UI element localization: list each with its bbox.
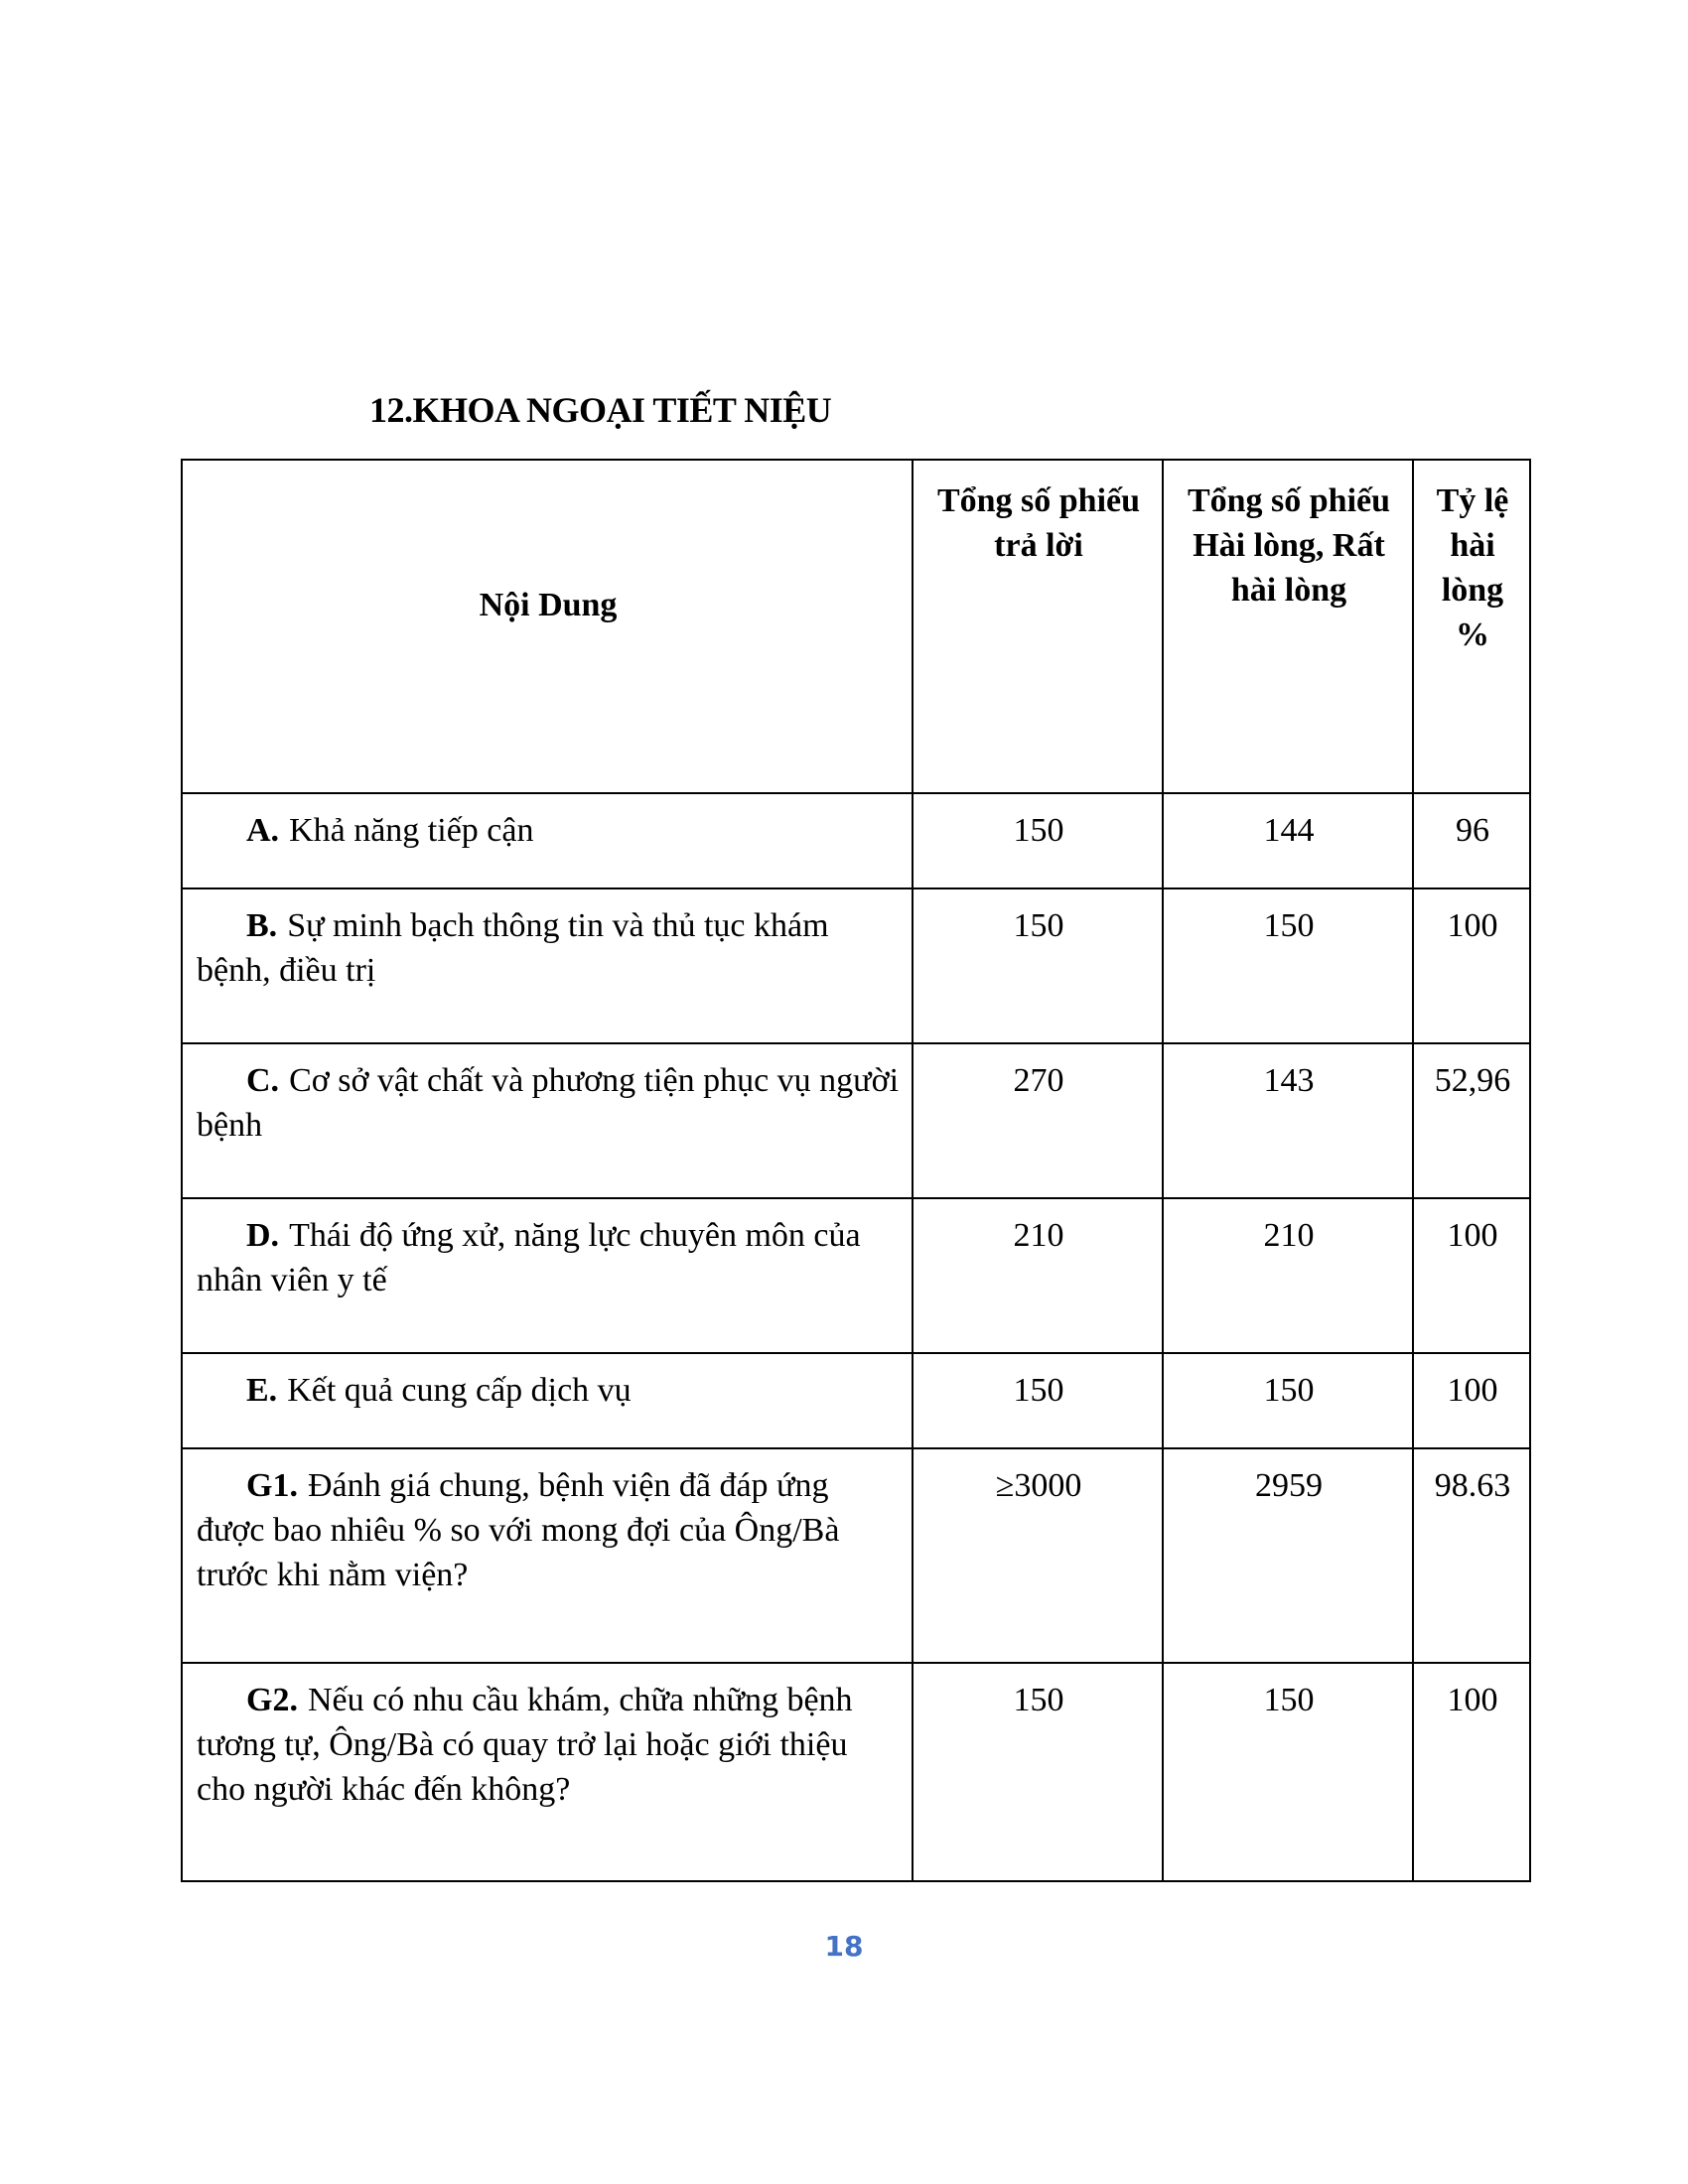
row-text: Sự minh bạch thông tin và thủ tục khám bệnh, điều trị: [197, 907, 829, 989]
cell-total: 150: [913, 1353, 1163, 1448]
row-text: Khả năng tiếp cận: [289, 812, 534, 849]
row-code: G1.: [246, 1467, 298, 1504]
row-text: Nếu có nhu cầu khám, chữa những bệnh tương tự, Ông/Bà có quay trở lại hoặc giới thiệu cho người khác đến không?: [197, 1682, 853, 1808]
table-row: [182, 1663, 1530, 1881]
row-code: E.: [246, 1372, 278, 1409]
cell-total: 210: [913, 1198, 1163, 1353]
row-description: [182, 1043, 913, 1198]
header-satisfaction-rate: Tỷ lệ hài lòng %: [1413, 460, 1530, 793]
cell-satisfied: 144: [1163, 793, 1413, 888]
cell-satisfied: 150: [1163, 1353, 1413, 1448]
cell-rate: 96: [1413, 793, 1530, 888]
row-text: Đánh giá chung, bệnh viện đã đáp ứng được bao nhiêu % so với mong đợi của Ông/Bà trước khi nằm viện?: [197, 1467, 840, 1593]
row-code: B.: [246, 907, 278, 944]
cell-satisfied: 143: [1163, 1043, 1413, 1198]
survey-table-container: [181, 459, 1529, 1882]
section-title: [369, 389, 831, 431]
page-number: 18: [824, 1930, 864, 1963]
cell-rate: 100: [1413, 1663, 1530, 1881]
table-row: [182, 1198, 1530, 1353]
cell-satisfied: 150: [1163, 1663, 1413, 1881]
header-total-satisfied: Tổng số phiếu Hài lòng, Rất hài lòng: [1163, 460, 1413, 793]
row-description: [182, 888, 913, 1043]
row-description: [182, 1448, 913, 1663]
satisfaction-table: [181, 459, 1531, 1882]
row-description: [182, 1663, 913, 1881]
header-content: Nội Dung: [182, 460, 913, 793]
row-text: Kết quả cung cấp dịch vụ: [287, 1372, 632, 1409]
cell-rate: 52,96: [1413, 1043, 1530, 1198]
table-row: [182, 1448, 1530, 1663]
table-header-row: [182, 460, 1530, 793]
table-row: [182, 1043, 1530, 1198]
cell-total: 150: [913, 888, 1163, 1043]
section-number: 12.: [369, 390, 413, 430]
row-text: Thái độ ứng xử, năng lực chuyên môn của nhân viên y tế: [197, 1217, 861, 1298]
cell-total: ≥3000: [913, 1448, 1163, 1663]
cell-total: 150: [913, 1663, 1163, 1881]
cell-rate: 100: [1413, 888, 1530, 1043]
cell-rate: 100: [1413, 1353, 1530, 1448]
row-text: Cơ sở vật chất và phương tiện phục vụ người bệnh: [197, 1062, 900, 1144]
cell-total: 150: [913, 793, 1163, 888]
row-code: G2.: [246, 1682, 298, 1718]
table-row: [182, 1353, 1530, 1448]
row-code: C.: [246, 1062, 280, 1099]
table-row: [182, 793, 1530, 888]
row-code: A.: [246, 812, 280, 849]
cell-rate: 100: [1413, 1198, 1530, 1353]
cell-satisfied: 150: [1163, 888, 1413, 1043]
cell-satisfied: 210: [1163, 1198, 1413, 1353]
row-description: [182, 793, 913, 888]
row-code: D.: [246, 1217, 280, 1254]
cell-rate: 98.63: [1413, 1448, 1530, 1663]
table-row: [182, 888, 1530, 1043]
row-description: [182, 1353, 913, 1448]
cell-satisfied: 2959: [1163, 1448, 1413, 1663]
row-description: [182, 1198, 913, 1353]
section-name: KHOA NGOẠI TIẾT NIỆU: [412, 390, 832, 430]
header-total-responses: Tổng số phiếu trả lời: [913, 460, 1163, 793]
cell-total: 270: [913, 1043, 1163, 1198]
